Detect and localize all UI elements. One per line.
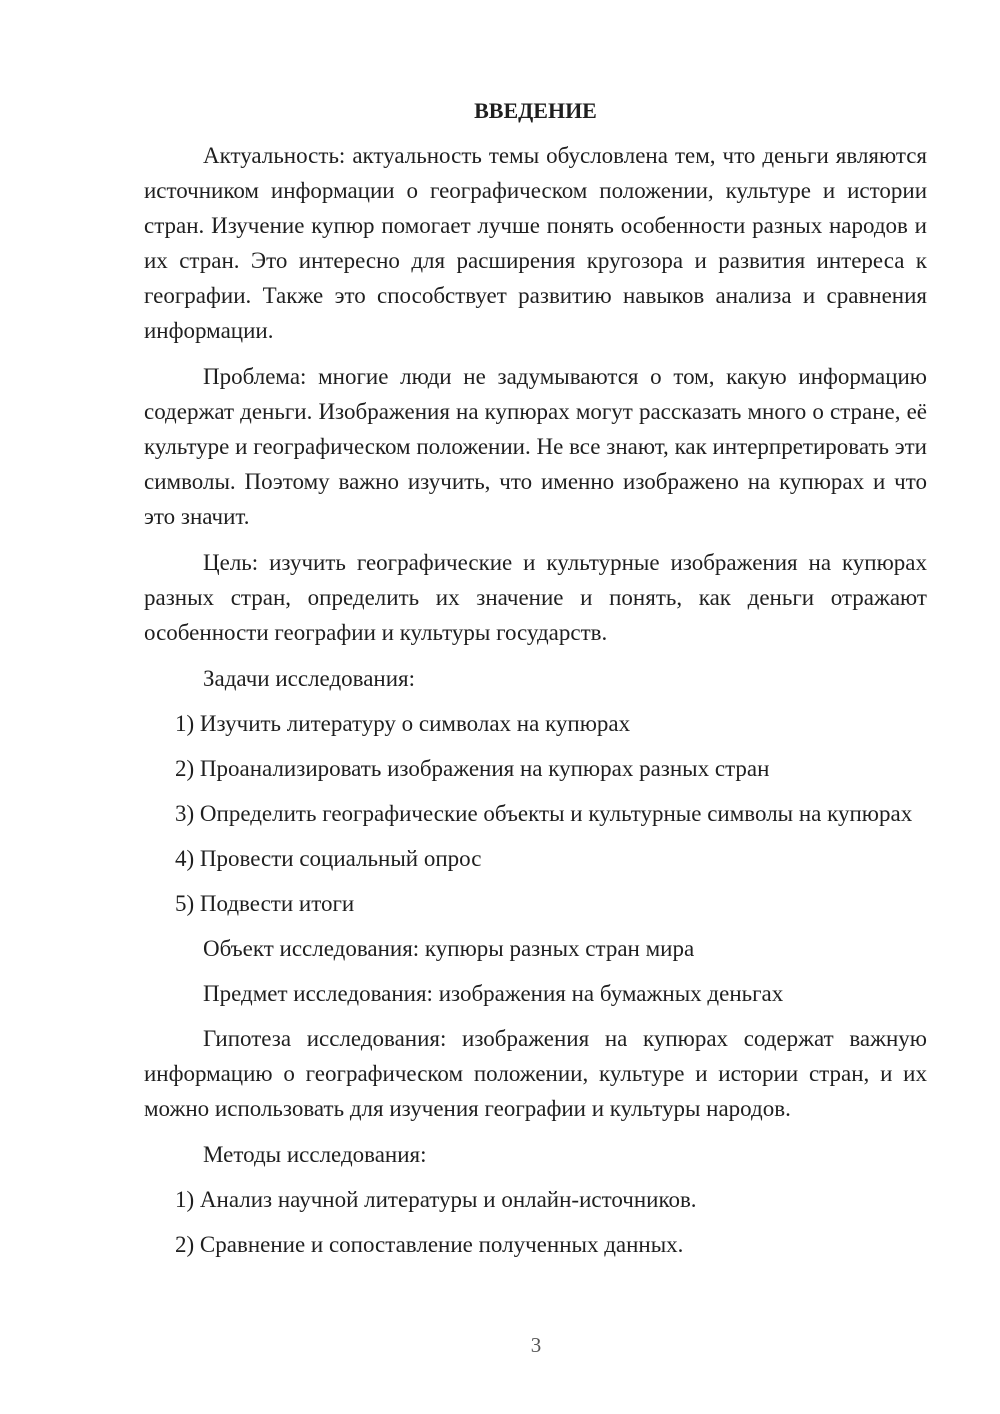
- page-content: [144, 96, 927, 1272]
- research-object: Объект исследования: купюры разных стран мира: [203, 936, 695, 961]
- task-item: 1) Изучить литературу о символах на купюрах: [175, 711, 631, 736]
- method-item: 1) Анализ научной литературы и онлайн-источников.: [175, 1187, 697, 1212]
- page-title: ВВЕДЕНИЕ: [474, 98, 597, 123]
- tasks-heading: Задачи исследования:: [203, 666, 416, 691]
- task-item: 3) Определить географические объекты и культурные символы на купюрах: [175, 801, 913, 826]
- goal-paragraph: Цель: изучить географические и культурные изображения на купюрах разных стран, определить их значение и понять, как деньги отражают особенности географии и культуры государств.: [144, 550, 927, 645]
- task-item: 2) Проанализировать изображения на купюрах разных стран: [175, 756, 770, 781]
- hypothesis-paragraph: Гипотеза исследования: изображения на купюрах содержат важную информацию о географическом положении, культуре и истории стран, и их можно использовать для изучения географии и культуры народов.: [144, 1026, 927, 1121]
- task-item: 5) Подвести итоги: [175, 891, 355, 916]
- method-item: 2) Сравнение и сопоставление полученных данных.: [175, 1232, 684, 1257]
- research-subject: Предмет исследования: изображения на бумажных деньгах: [203, 981, 784, 1006]
- methods-heading: Методы исследования:: [203, 1142, 427, 1167]
- task-item: 4) Провести социальный опрос: [175, 846, 482, 871]
- problem-paragraph: Проблема: многие люди не задумываются о том, какую информацию содержат деньги. Изображения на купюрах могут рассказать много о стране, её культуре и географическом положении. Не все знают, как интерпретировать эти символы. Поэтому важно изучить, что именно изображено на купюрах и что это значит.: [144, 364, 927, 529]
- relevance-paragraph: Актуальность: актуальность темы обусловлена тем, что деньги являются источником информации о географическом положении, культуре и истории стран. Изучение купюр помогает лучше понять особенности разных народов и их стран. Это интересно для расширения кругозора и развития интереса к географии. Также это способствует развитию навыков анализа и сравнения информации.: [144, 143, 927, 343]
- page-number: 3: [530, 1333, 542, 1357]
